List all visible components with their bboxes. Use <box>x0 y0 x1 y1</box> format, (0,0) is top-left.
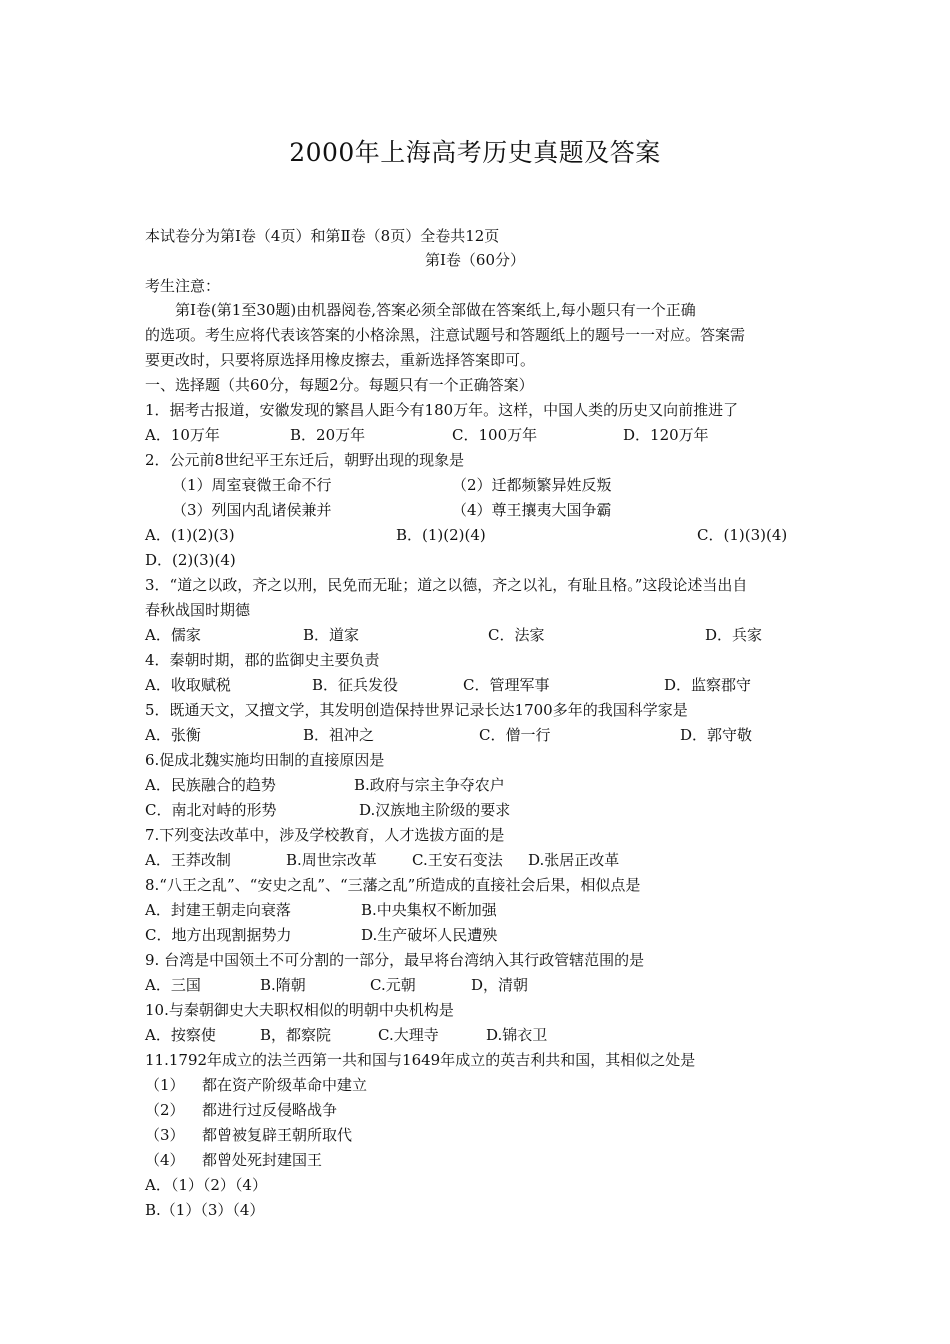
option-a: A．民族融合的趋势 <box>145 776 276 794</box>
option-b: B．20万年 <box>290 426 366 444</box>
question-stem: 5．既通天文，又擅文学，其发明创造保持世界记录长达1700多年的我国科学家是 <box>145 701 688 719</box>
option-a: A．（1）（2）（4） <box>145 1176 267 1194</box>
option-c: C．法家 <box>488 626 545 644</box>
option-d: D.张居正改革 <box>528 851 620 869</box>
question-stem: 10.与秦朝御史大夫职权相似的明朝中央机构是 <box>145 1001 454 1019</box>
option-c: C．管理军事 <box>463 676 550 694</box>
document-title: 2000年上海高考历史真题及答案 <box>289 138 661 167</box>
option-b: B．道家 <box>303 626 360 644</box>
option-b: B.周世宗改革 <box>286 851 377 869</box>
option-c: C．(1)(3)(4) <box>697 526 788 544</box>
question-stem: 2．公元前8世纪平王东迁后，朝野出现的现象是 <box>145 451 465 469</box>
question-stem: 6.促成北魏实施均田制的直接原因是 <box>145 751 385 769</box>
option-c: C.王安石变法 <box>412 851 503 869</box>
option-c: C．僧一行 <box>479 726 551 744</box>
option-a: A．王莽改制 <box>145 851 231 869</box>
option-a: A．(1)(2)(3) <box>145 526 235 544</box>
option-c: C．100万年 <box>452 426 538 444</box>
option-c: C.大理寺 <box>378 1026 439 1044</box>
option-c: C．地方出现割据势力 <box>145 926 292 944</box>
statement-item: （3）列国内乱诸侯兼并 <box>172 501 332 519</box>
question-stem: 11.1792年成立的法兰西第一共和国与1649年成立的英吉利共和国，其相似之处是 <box>145 1051 696 1069</box>
notice-paragraph-line: 要更改时，只要将原选择用橡皮擦去，重新选择答案即可。 <box>145 351 536 369</box>
option-a: A．10万年 <box>145 426 220 444</box>
option-a: A．收取赋税 <box>145 676 231 694</box>
option-d: D．兵家 <box>705 626 763 644</box>
question-stem: 3．“道之以政，齐之以刑，民免而无耻；道之以德，齐之以礼，有耻且格。”这段论述当出自 <box>145 576 748 594</box>
option-d: D．郭守敬 <box>680 726 753 744</box>
notice-paragraph-line: 的选项。考生应将代表该答案的小格涂黑，注意试题号和答题纸上的题号一一对应。答案需 <box>145 326 746 344</box>
option-d: D.汉族地主阶级的要求 <box>359 801 511 819</box>
option-d: D.锦衣卫 <box>486 1026 548 1044</box>
option-a: A．张衡 <box>145 726 201 744</box>
statement-item: 都曾处死封建国王 <box>202 1151 323 1169</box>
option-d: D．(2)(3)(4) <box>145 551 236 569</box>
option-b: B.中央集权不断加强 <box>361 901 497 919</box>
notice-heading: 考生注意： <box>145 277 221 295</box>
statement-item: （1）周室衰微王命不行 <box>172 476 332 494</box>
statement-item: 都进行过反侵略战争 <box>202 1101 338 1119</box>
statement-number: （3） <box>145 1126 185 1144</box>
option-b: B．征兵发役 <box>312 676 399 694</box>
intro-line: 本试卷分为第Ⅰ卷（4页）和第Ⅱ卷（8页）全卷共12页 <box>145 227 500 245</box>
option-b: B．(1)(2)(4) <box>396 526 486 544</box>
option-b: B．祖冲之 <box>303 726 375 744</box>
section-heading: 第Ⅰ卷（60分） <box>424 251 525 269</box>
statement-item: （2）迁都频繁异姓反叛 <box>452 476 612 494</box>
question-stem: 7.下列变法改革中，涉及学校教育，人才选拔方面的是 <box>145 826 505 844</box>
statement-number: （1） <box>145 1076 185 1094</box>
option-a: A．封建王朝走向衰落 <box>145 901 291 919</box>
option-c: C.元朝 <box>370 976 416 994</box>
option-a: A．儒家 <box>145 626 201 644</box>
part-heading: 一、选择题（共60分，每题2分。每题只有一个正确答案） <box>145 376 534 394</box>
statement-number: （4） <box>145 1151 185 1169</box>
option-d: D．监察郡守 <box>664 676 752 694</box>
option-a: A．三国 <box>145 976 201 994</box>
option-b: B，都察院 <box>260 1026 332 1044</box>
option-d: D．120万年 <box>623 426 709 444</box>
question-stem: 春秋战国时期德 <box>145 601 251 619</box>
statement-item: 都在资产阶级革命中建立 <box>202 1076 368 1094</box>
option-a: A．按察使 <box>145 1026 216 1044</box>
question-stem: 1．据考古报道，安徽发现的繁昌人距今有180万年。这样，中国人类的历史又向前推进了 <box>145 401 739 419</box>
notice-paragraph-line: 第Ⅰ卷(第1至30题)由机器阅卷,答案必须全部做在答案纸上,每小题只有一个正确 <box>175 301 696 319</box>
option-b: B.（1）（3）（4） <box>145 1201 265 1219</box>
question-stem: 4．秦朝时期，郡的监御史主要负责 <box>145 651 380 669</box>
option-d: D.生产破坏人民遭殃 <box>361 926 498 944</box>
statement-number: （2） <box>145 1101 185 1119</box>
question-stem: 8.“八王之乱”、“安史之乱”、“三藩之乱”所造成的直接社会后果，相似点是 <box>145 876 641 894</box>
statement-item: （4）尊王攘夷大国争霸 <box>452 501 612 519</box>
statement-item: 都曾被复辟王朝所取代 <box>202 1126 353 1144</box>
option-c: C．南北对峙的形势 <box>145 801 277 819</box>
option-b: B.隋朝 <box>260 976 306 994</box>
question-stem: 9. 台湾是中国领土不可分割的一部分，最早将台湾纳入其行政管辖范围的是 <box>145 951 645 969</box>
option-b: B.政府与宗主争夺农户 <box>354 776 505 794</box>
option-d: D，清朝 <box>471 976 529 994</box>
